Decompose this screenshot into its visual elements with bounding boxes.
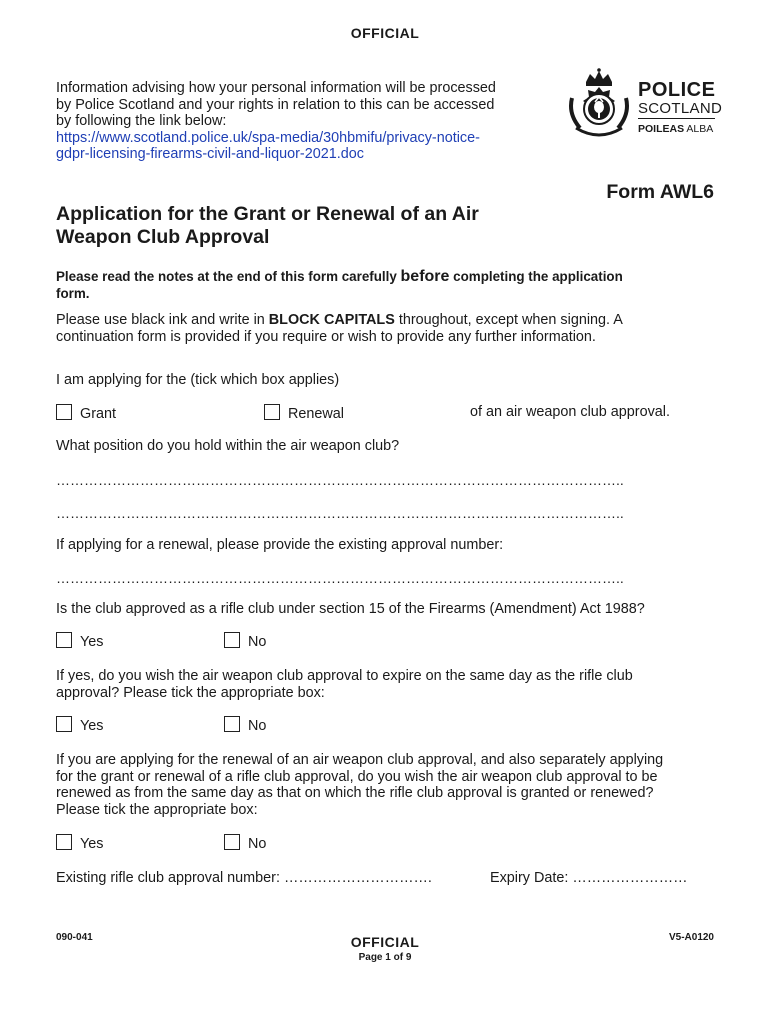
form-number: Form AWL6 (606, 181, 714, 203)
logo-gaelic-text: POILEAS ALBA (638, 123, 714, 135)
logo-police-text: POLICE (638, 79, 716, 101)
rifle-club-no-label: No (248, 634, 267, 650)
grant-checkbox[interactable] (56, 404, 72, 420)
privacy-line-2: by Police Scotland and your rights in relation to this can be accessed (56, 96, 495, 113)
privacy-line-3: by following the link below: (56, 113, 227, 129)
separate-yes-label: Yes (80, 836, 104, 852)
separate-renewal-question: If you are applying for the renewal of an air weapon club approval, and also separately applying for the grant or renewal of a rifle club approval, do you wish the air weapon club approval to be renewed as from the same day as that on which the rifle club approval is granted or renewed? Please tick the appropriate box: (56, 752, 664, 818)
expire-same-day-question: If yes, do you wish the air weapon club approval to expire on the same day as the rifle club approval? Please tick the appropriate box: (56, 668, 633, 701)
logo-scotland-text: SCOTLAND (638, 100, 723, 117)
separate-no-label: No (248, 836, 267, 852)
privacy-line-1: Information advising how your personal information will be processed (56, 80, 496, 96)
position-answer-line-2[interactable]: ………………………………………………………………………………………………………….. (56, 505, 624, 521)
position-answer-line-1[interactable]: ………………………………………………………………………………………………………….. (56, 472, 624, 488)
expiry-date-field[interactable]: Expiry Date: …………………… (490, 870, 688, 886)
rifle-club-yes-label: Yes (80, 634, 104, 650)
privacy-notice (56, 80, 546, 163)
before-emphasis: before (400, 268, 450, 285)
title-line-1: Application for the Grant or Renewal of an Air (56, 203, 479, 225)
privacy-link-line-1[interactable]: https://www.scotland.police.uk/spa-media/30hbmifu/privacy-notice- (56, 129, 480, 146)
form-version: V5-A0120 (668, 932, 714, 943)
logo-divider (638, 118, 715, 119)
grant-label: Grant (80, 406, 116, 422)
renewal-number-question: If applying for a renewal, please provide the existing approval number: (56, 537, 504, 553)
rifle-club-yes-checkbox[interactable] (56, 632, 72, 648)
title-line-2: Weapon Club Approval (56, 226, 270, 248)
ink-instruction: Please use black ink and write in BLOCK CAPITALS throughout, except when signing. A continuation form is provided if you require or wish to provide any further information. (56, 312, 736, 345)
security-marking-top: OFFICIAL (350, 25, 420, 41)
page-title (56, 203, 479, 249)
privacy-link[interactable] (56, 130, 546, 163)
read-notes-instruction: Please read the notes at the end of this form carefully before completing the application form. (56, 268, 726, 302)
separate-yes-checkbox[interactable] (56, 834, 72, 850)
applying-for-label: I am applying for the (tick which box applies) (56, 372, 340, 388)
renewal-number-answer-line[interactable]: ………………………………………………………………………………………………………….. (56, 570, 624, 586)
form-code: 090-041 (56, 932, 93, 943)
ink-instruction-line-2: continuation form is provided if you require or wish to provide any further information. (56, 328, 596, 345)
privacy-link-line-2[interactable]: gdpr-licensing-firearms-civil-and-liquor-2021.doc (56, 146, 364, 162)
expire-yes-label: Yes (80, 718, 104, 734)
position-question: What position do you hold within the air weapon club? (56, 438, 400, 454)
page-number: Page 1 of 9 (358, 952, 412, 963)
rifle-club-no-checkbox[interactable] (224, 632, 240, 648)
read-notes-line-2: form. (56, 286, 90, 301)
expire-no-checkbox[interactable] (224, 716, 240, 732)
security-marking-bottom: OFFICIAL (350, 934, 420, 950)
existing-approval-number-field[interactable]: Existing rifle club approval number: …………………………. (56, 870, 432, 886)
police-scotland-logo (562, 68, 722, 144)
expire-yes-checkbox[interactable] (56, 716, 72, 732)
approval-suffix: of an air weapon club approval. (470, 404, 671, 420)
separate-no-checkbox[interactable] (224, 834, 240, 850)
expire-no-label: No (248, 718, 267, 734)
rifle-club-question: Is the club approved as a rifle club under section 15 of the Firearms (Amendment) Act 1988? (56, 601, 645, 617)
renewal-checkbox[interactable] (264, 404, 280, 420)
renewal-label: Renewal (288, 406, 344, 422)
police-crest-icon (562, 68, 636, 144)
